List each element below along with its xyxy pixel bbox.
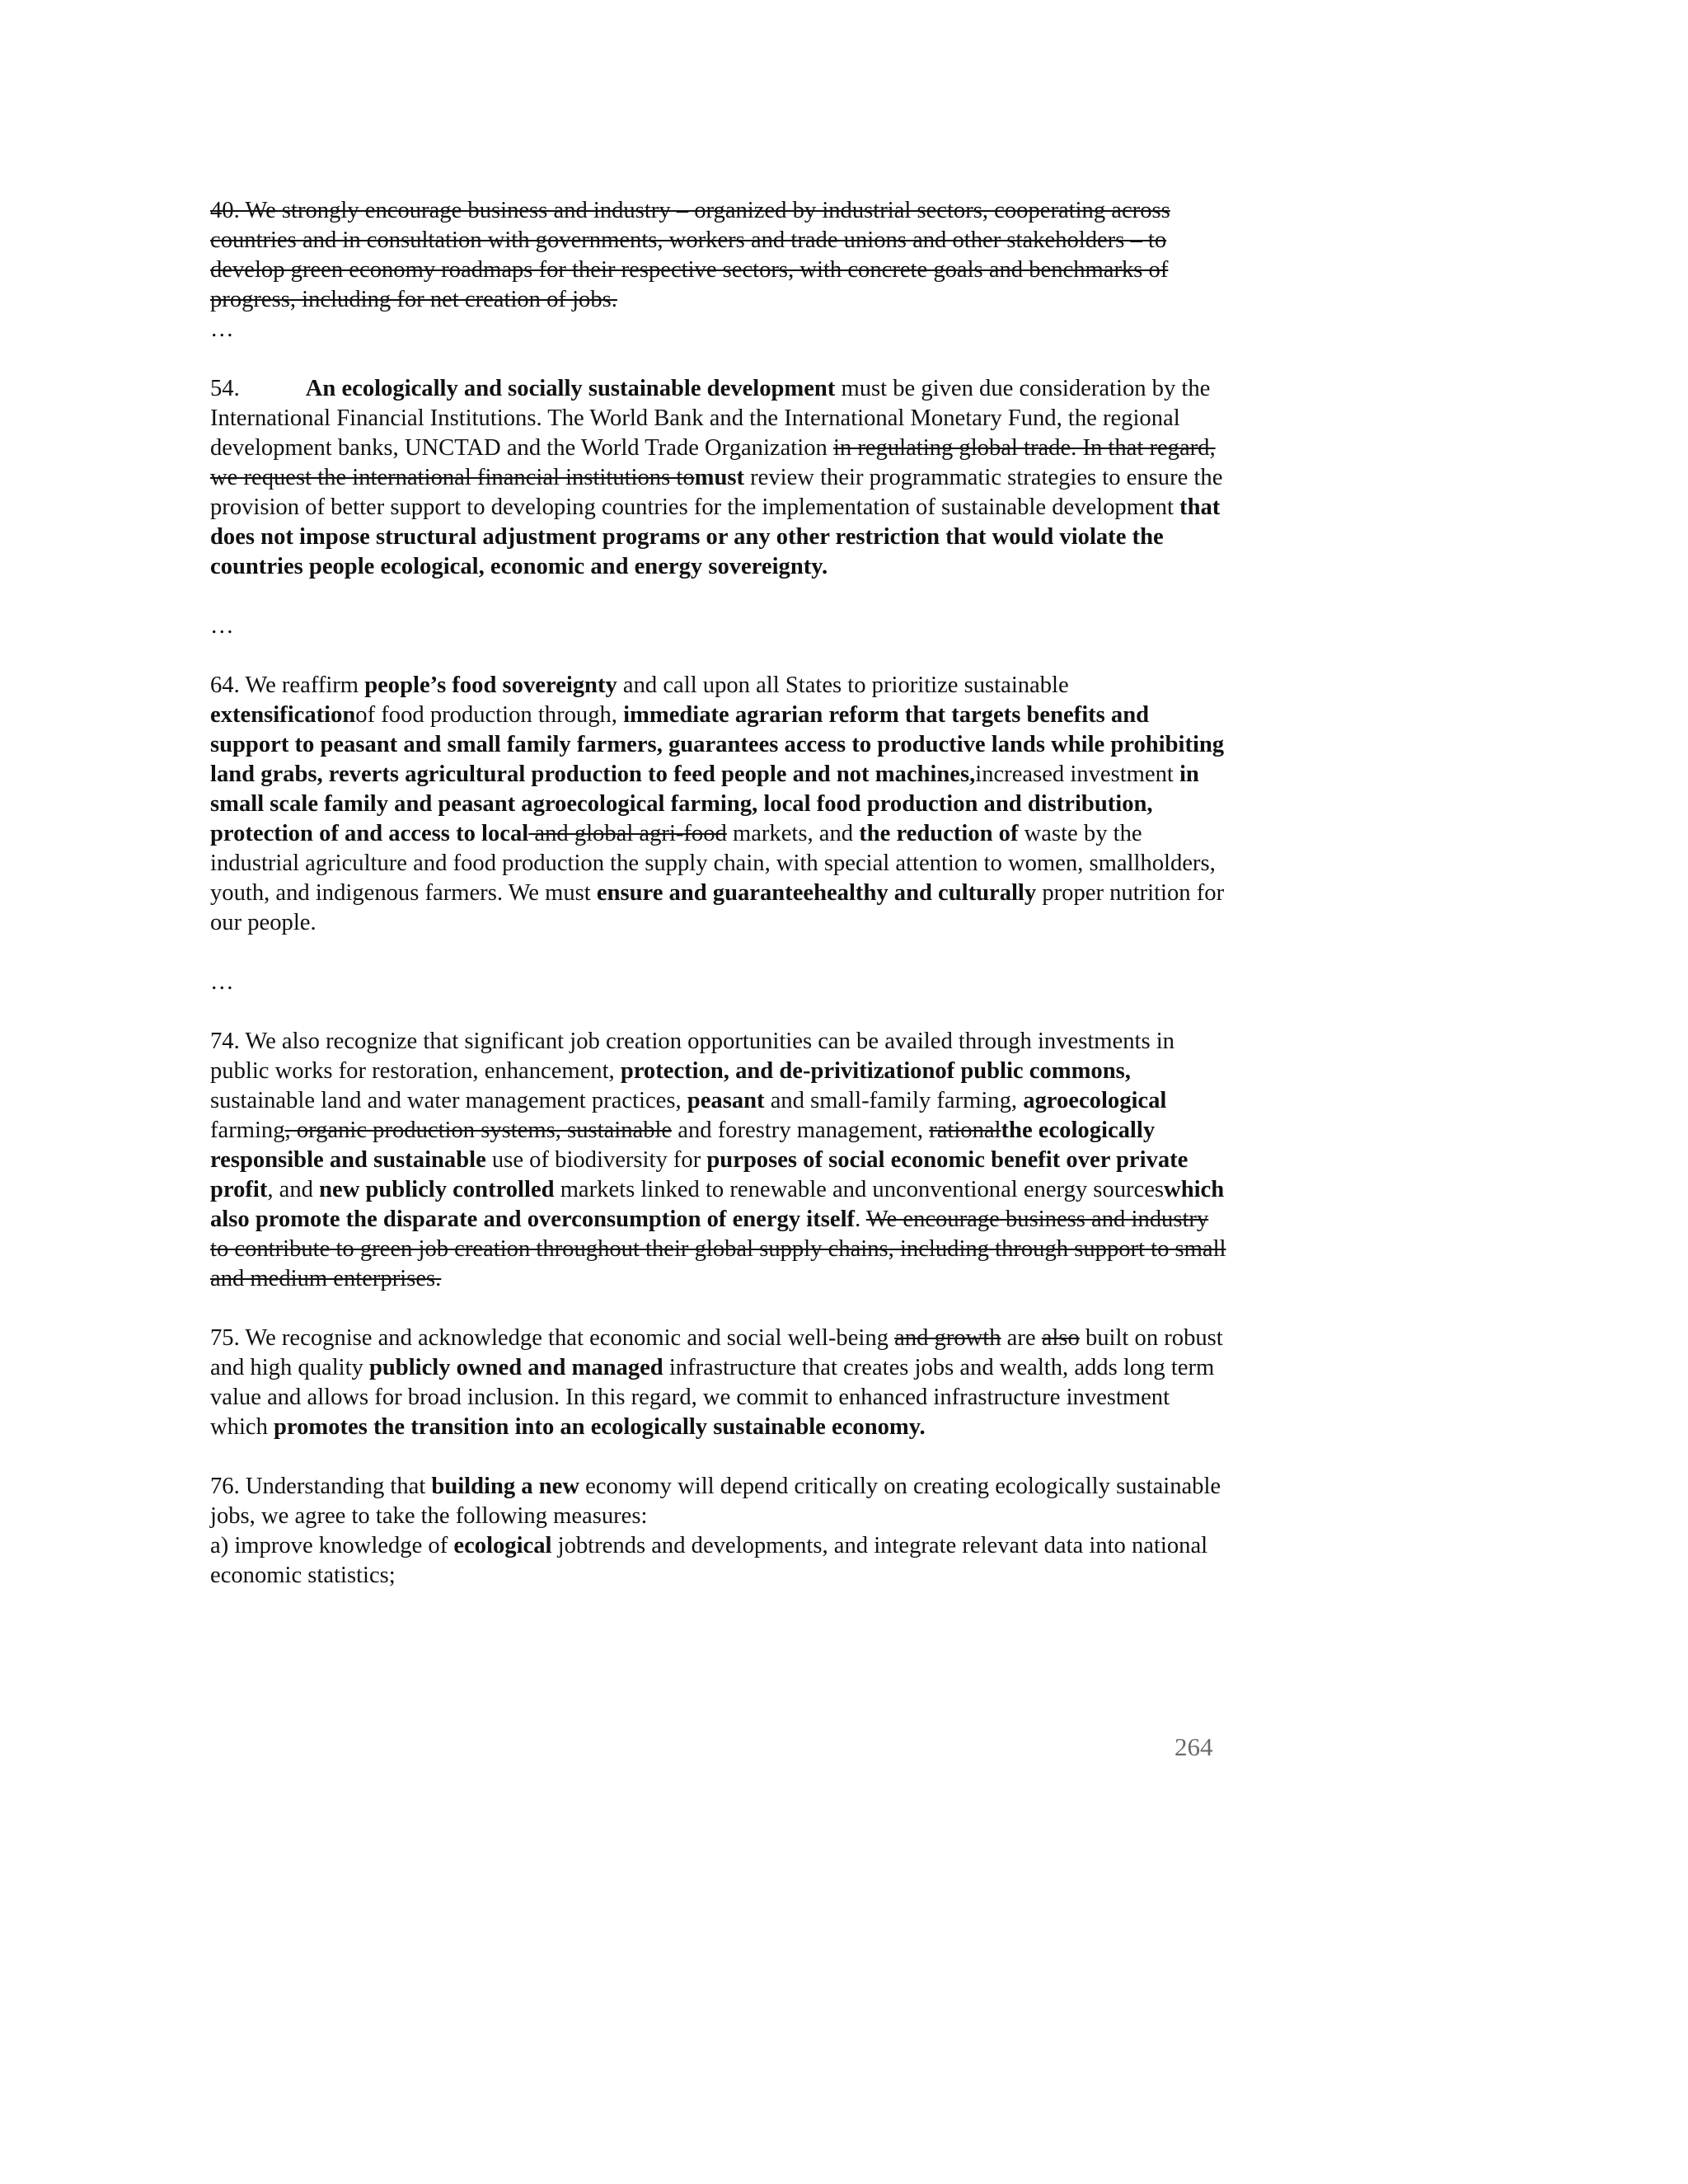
bold-text: people’s food sovereignty <box>364 673 617 698</box>
struck-text: and growth <box>894 1325 1001 1351</box>
bold-text: agroecological <box>1023 1088 1167 1113</box>
text-run: markets linked to renewable and unconventional energy sources <box>554 1177 1165 1202</box>
paragraph-40 <box>210 196 1232 315</box>
struck-text: We encourage business and industry to contribute to green job creation throughout their global supply chains, including through support to small and medium enterprises. <box>210 1207 1226 1291</box>
bold-text: ecological <box>453 1533 552 1558</box>
list-item-a <box>210 1531 1232 1591</box>
ellipsis: … <box>210 316 234 342</box>
bold-text: the ecologically responsible and sustainable <box>210 1118 1156 1173</box>
text-run: review their programmatic strategies to ensure the provision of better support to developing countries for the implementation of sustainable development <box>210 465 1223 520</box>
bold-text: protection, and de-privitizationof public commons, <box>620 1058 1131 1084</box>
paragraph-74 <box>210 1027 1232 1294</box>
text-run: increased investment <box>975 762 1179 787</box>
text-run: must be given due consideration by the International Financial Institutions. The World Bank and the International Monetary Fund, the regional development banks, UNCTAD and the World Trade Organization <box>210 376 1211 461</box>
text-run: of food production through, <box>355 702 624 728</box>
bold-text: publicly owned and managed <box>368 1355 663 1380</box>
bold-text: must <box>694 465 744 490</box>
paragraph-54 <box>210 374 1232 582</box>
bold-text: which also promote the disparate and overconsumption of energy itself <box>210 1177 1225 1232</box>
bold-text: immediate agrarian reform that targets benefits and support to peasant and small family farmers, guarantees access to productive lands while prohibiting land grabs, reverts agricultural production to feed people and not machines, <box>210 702 1225 787</box>
bold-text: building a new <box>431 1474 579 1499</box>
text-run: sustainable land and water management practices, <box>210 1088 687 1113</box>
struck-text: rational <box>929 1118 1001 1143</box>
ellipsis: … <box>210 969 234 995</box>
struck-text: and global agri-food <box>528 821 727 846</box>
struck-text: 40. We strongly encourage business and industry – organized by industrial sectors, cooperating across countries and in consultation with governments, workers and trade unions and other stakeholders – to develop green economy roadmaps for their respective sectors, with concrete goals and benchmarks of progress, including for net creation of jobs. <box>210 198 1170 312</box>
bold-text: An ecologically and socially sustainable development <box>305 376 836 401</box>
bold-text: that does not impose structural adjustment programs or any other restriction that would violate the countries people ecological, economic and energy sovereignty. <box>210 494 1221 579</box>
paragraph-number: 54. <box>210 376 240 401</box>
paragraph-75 <box>210 1324 1232 1442</box>
text-run: a) improve knowledge of <box>210 1533 454 1558</box>
struck-text: in regulating global trade. In that regard, we request the international financial institutions to <box>210 435 1216 490</box>
document-body <box>210 196 1232 1591</box>
text-run: . <box>855 1207 866 1232</box>
text-run: built on robust and high quality <box>210 1325 1223 1380</box>
bold-text: new publicly controlled <box>319 1177 555 1202</box>
text-run: jobtrends and developments, and integrate relevant data into national economic statistics; <box>210 1533 1208 1588</box>
text-run: are <box>1001 1325 1042 1351</box>
text-run: and call upon all States to prioritize sustainable <box>617 673 1069 698</box>
bold-text: purposes of social economic benefit over private profit <box>210 1147 1189 1202</box>
text-run: 74. We also recognize that significant job creation opportunities can be availed through investments in public works for restoration, enhancement, <box>210 1029 1175 1084</box>
bold-text: ensure and guaranteehealthy and culturally <box>596 880 1037 906</box>
text-run: use of biodiversity for <box>485 1147 707 1173</box>
paragraph-64 <box>210 671 1232 938</box>
text-run: waste by the industrial agriculture and food production the supply chain, with special attention to women, smallholders, youth, and indigenous farmers. We must <box>210 821 1216 906</box>
bold-text: in small scale family and peasant agroecological farming, local food production and distribution, protection of and access to local <box>210 762 1199 846</box>
struck-text: also <box>1041 1325 1080 1351</box>
paragraph-76 <box>210 1472 1232 1531</box>
text-run: 75. We recognise and acknowledge that economic and social well-being <box>210 1325 895 1351</box>
text-run: markets, and <box>726 821 860 846</box>
text-run: 64. We reaffirm <box>210 673 365 698</box>
bold-text: the reduction of <box>859 821 1019 846</box>
text-run: farming <box>210 1118 285 1143</box>
struck-text: , organic production systems, sustainable <box>284 1118 673 1143</box>
text-run: proper nutrition for our people. <box>210 880 1225 935</box>
text-run: 76. Understanding that <box>210 1474 432 1499</box>
ellipsis: … <box>210 613 234 639</box>
text-run: and small-family farming, <box>764 1088 1024 1113</box>
text-run: and forestry management, <box>672 1118 930 1143</box>
text-run: economy will depend critically on creating ecologically sustainable jobs, we agree to take the following measures: <box>210 1474 1221 1529</box>
bold-text: extensification <box>210 702 356 728</box>
text-run: , and <box>267 1177 320 1202</box>
text-run: infrastructure that creates jobs and wealth, adds long term value and allows for broad inclusion. In this regard, we commit to enhanced infrastructure investment which <box>210 1355 1215 1440</box>
bold-text: promotes the transition into an ecologically sustainable economy. <box>274 1414 926 1440</box>
page-number: 264 <box>1175 1732 1213 1761</box>
bold-text: peasant <box>687 1088 765 1113</box>
